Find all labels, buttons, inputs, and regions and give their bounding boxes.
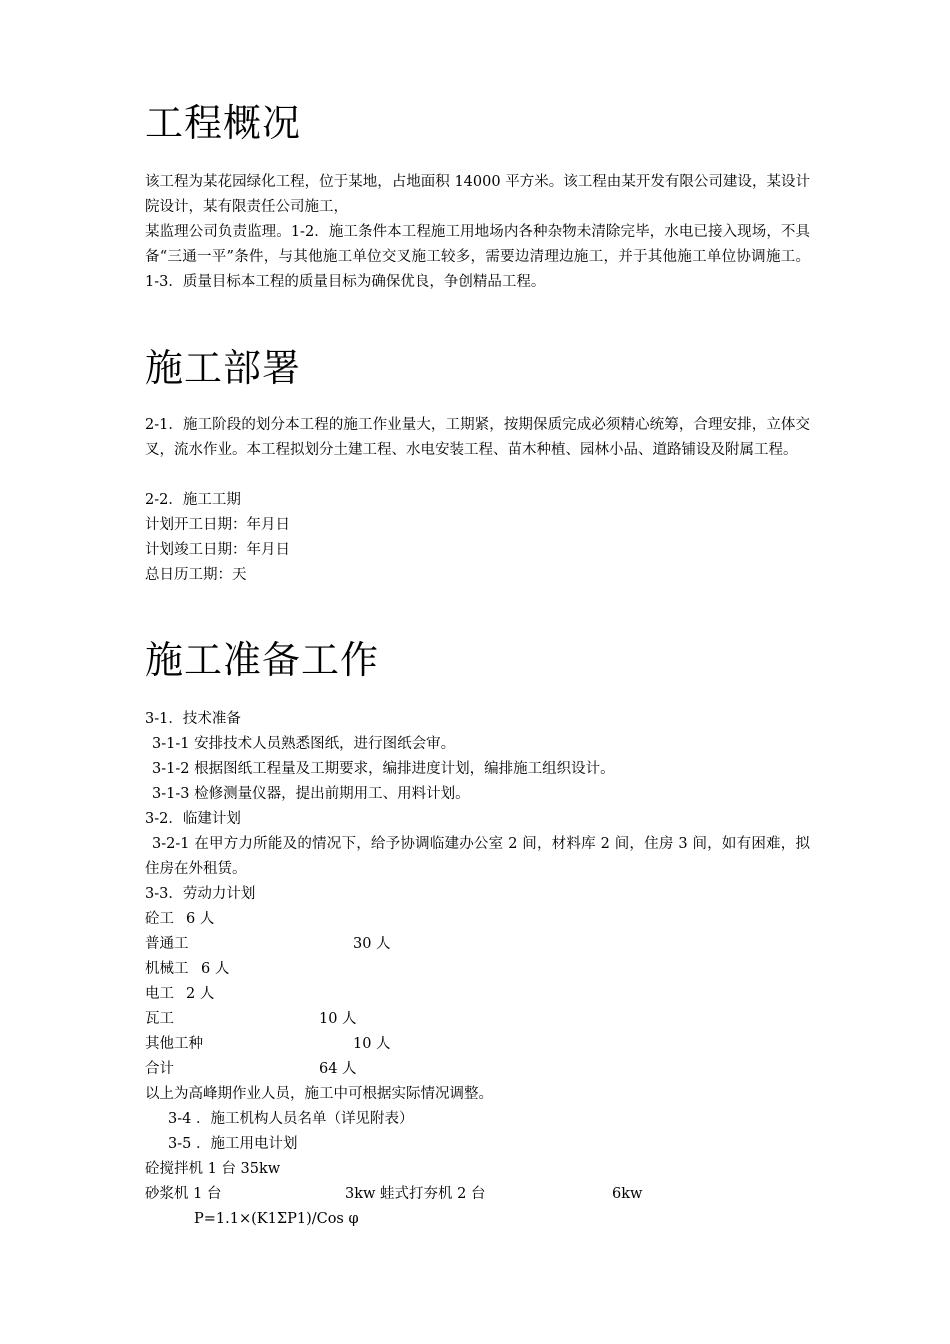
tech-prep-item-1: 3-1-1 安排技术人员熟悉图纸，进行图纸会审。 xyxy=(152,736,456,752)
planned-start-date: 计划开工日期：年月日 xyxy=(145,517,290,533)
tech-prep-item-2: 3-1-2 根据图纸工程量及工期要求，编排进度计划，编排施工组织设计。 xyxy=(152,761,615,777)
schedule-title: 2-2．施工工期 xyxy=(145,492,241,508)
labor-name: 砼工 xyxy=(145,911,174,927)
overview-paragraph-1: 该工程为某花园绿化工程，位于某地，占地面积 14000 平方米。该工程由某开发有限公司建设，某设计院设计，某有限责任公司施工， xyxy=(145,174,810,215)
labor-count: 30 人 xyxy=(353,936,391,952)
power-plan-title: 3-5 ．施工用电计划 xyxy=(168,1136,298,1152)
labor-plan-title: 3-3．劳动力计划 xyxy=(145,886,256,902)
power-item-2-b: 3kw 蛙式打夯机 2 台 xyxy=(345,1186,486,1202)
labor-count: 10 人 xyxy=(319,1011,357,1027)
deployment-paragraph-1: 2-1．施工阶段的划分本工程的施工作业量大，工期紧，按期保质完成必须精心统筹，合理安排，立体交叉，流水作业。本工程拟划分土建工程、水电安装工程、苗木种植、园林小品、道路铺设及附属工程。 xyxy=(145,417,810,458)
power-item-1: 砼搅拌机 1 台 35kw xyxy=(145,1161,281,1177)
labor-count: 2 人 xyxy=(186,986,215,1002)
total-calendar-days: 总日历工期：天 xyxy=(145,567,247,583)
power-item-2-a: 砂浆机 1 台 xyxy=(145,1186,222,1202)
tech-prep-title: 3-1．技术准备 xyxy=(145,711,241,727)
labor-count: 6 人 xyxy=(201,961,230,977)
power-item-2-c: 6kw xyxy=(612,1186,643,1202)
heading-construction-deployment: 施工部署 xyxy=(145,346,302,390)
temp-facility-item-1: 3-2-1 在甲方力所能及的情况下，给予协调临建办公室 2 间，材料库 2 间，住房 3 间，如有困难，拟住房在外租赁。 xyxy=(145,836,810,877)
labor-name: 瓦工 xyxy=(145,1011,174,1027)
labor-count: 64 人 xyxy=(319,1061,357,1077)
labor-note: 以上为高峰期作业人员，施工中可根据实际情况调整。 xyxy=(145,1086,493,1102)
labor-name: 普通工 xyxy=(145,936,189,952)
tech-prep-item-3: 3-1-3 检修测量仪器，提出前期用工、用料计划。 xyxy=(152,786,470,802)
labor-count: 10 人 xyxy=(353,1036,391,1052)
labor-name: 其他工种 xyxy=(145,1036,203,1052)
planned-completion-date: 计划竣工日期：年月日 xyxy=(145,542,290,558)
heading-project-overview: 工程概况 xyxy=(145,101,302,145)
temp-facility-title: 3-2．临建计划 xyxy=(145,811,241,827)
labor-count: 6 人 xyxy=(186,911,215,927)
power-formula: P=1.1×(K1ΣP1)/Cos φ xyxy=(194,1211,359,1227)
labor-name: 合计 xyxy=(145,1061,174,1077)
overview-paragraph-2: 某监理公司负责监理。1-2．施工条件本工程施工用地场内各种杂物未清除完毕，水电已接入现场，不具备“三通一平”条件，与其他施工单位交叉施工较多，需要边清理边施工，并于其他施工单位协调施工。1-3．质量目标本工程的质量目标为确保优良，争创精品工程。 xyxy=(145,224,810,290)
labor-name: 电工 xyxy=(145,986,174,1002)
heading-construction-preparation: 施工准备工作 xyxy=(145,638,380,682)
org-staff-list: 3-4 ．施工机构人员名单（详见附表） xyxy=(168,1111,414,1127)
labor-name: 机械工 xyxy=(145,961,189,977)
